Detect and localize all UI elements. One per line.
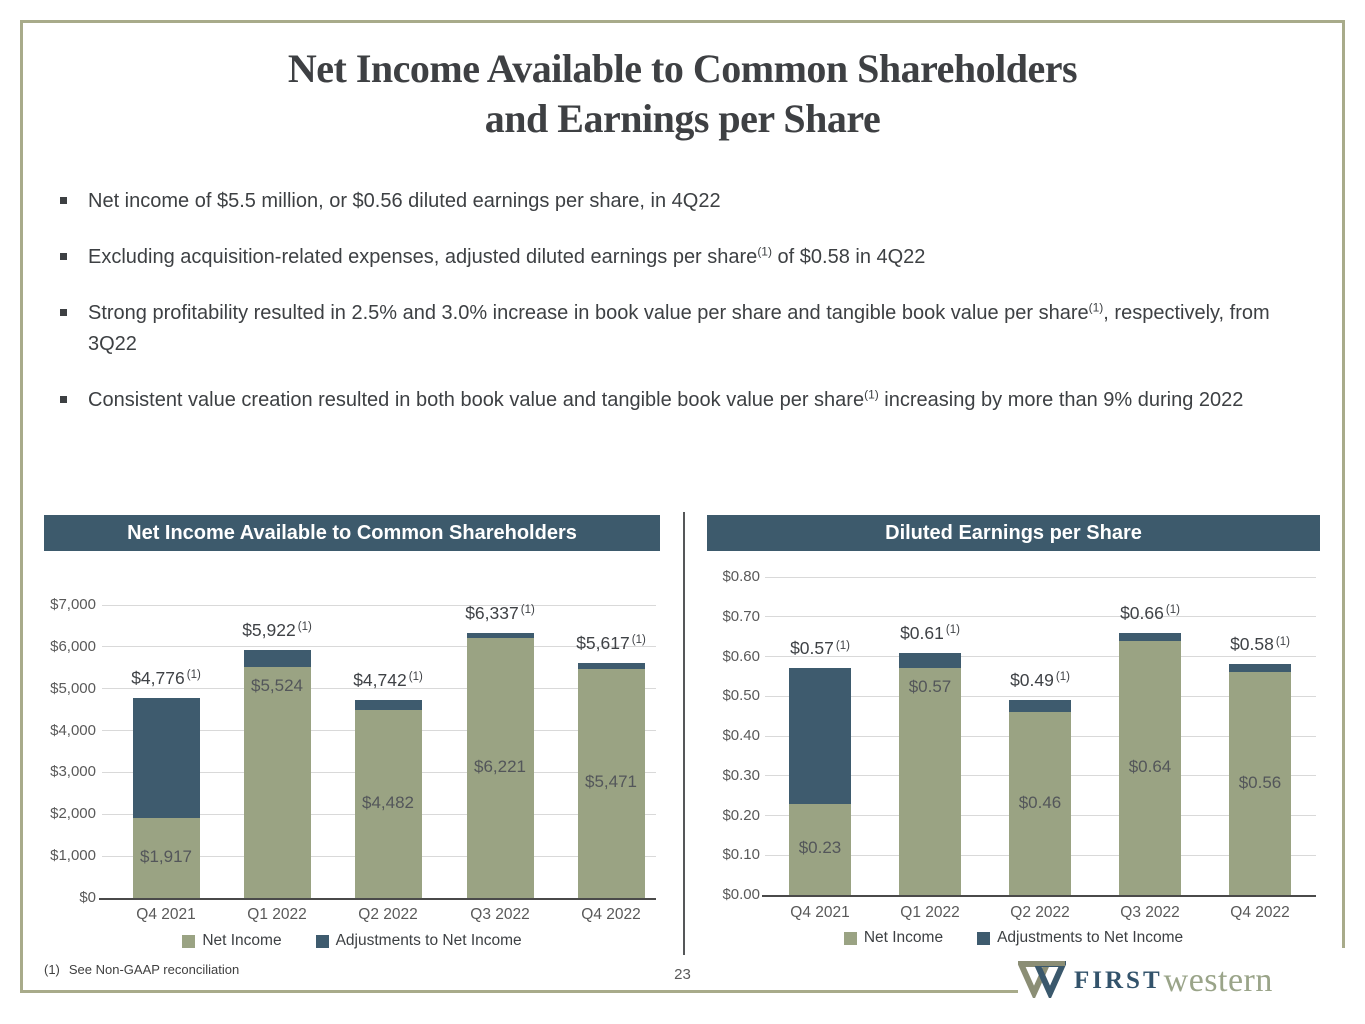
bar-total-label bbox=[970, 670, 1110, 691]
footnote-reference: (1) bbox=[186, 669, 201, 682]
bullet-item bbox=[58, 186, 1310, 217]
bar-segment-label: $0.57 bbox=[908, 677, 952, 697]
gridline bbox=[765, 577, 1316, 578]
bar-segment-label: $0.46 bbox=[1018, 792, 1062, 812]
chart-legend bbox=[44, 932, 660, 950]
x-category-label: Q1 2022 bbox=[900, 904, 960, 921]
x-category-label: Q1 2022 bbox=[247, 906, 307, 923]
y-tick-label: $1,000 bbox=[50, 847, 96, 865]
footnote-reference: (1) bbox=[945, 623, 960, 636]
y-tick-label: $0.70 bbox=[722, 607, 760, 625]
x-category-label: Q3 2022 bbox=[470, 906, 530, 923]
bar-total-value: $5,922 bbox=[242, 620, 296, 641]
legend-swatch-icon bbox=[844, 932, 857, 945]
y-tick-label: $0.40 bbox=[722, 727, 760, 744]
logo-text-first: FIRST bbox=[1074, 967, 1163, 994]
y-tick-label: $0.00 bbox=[722, 886, 760, 903]
y-tick-label: $5,000 bbox=[50, 679, 96, 697]
footnote-reference: (1) bbox=[835, 639, 850, 652]
diluted-eps-chart-title: Diluted Earnings per Share bbox=[707, 515, 1320, 551]
legend-label: Net Income bbox=[202, 932, 282, 949]
page-title bbox=[0, 44, 1365, 144]
x-category-label: Q2 2022 bbox=[358, 906, 418, 923]
footnote-reference: (1) bbox=[1088, 300, 1104, 315]
bar-total-label bbox=[430, 603, 570, 624]
bar-total-value: $5,617 bbox=[576, 632, 630, 653]
x-category-label: Q4 2022 bbox=[1230, 904, 1290, 921]
bar-segment-label: $6,221 bbox=[474, 756, 526, 776]
bar-segment-label: $4,482 bbox=[362, 793, 414, 813]
bullet-square-icon bbox=[60, 253, 67, 260]
net-income-chart-title: Net Income Available to Common Shareholders bbox=[44, 515, 660, 551]
footnote-reference: (1) bbox=[408, 670, 423, 683]
bullet-item bbox=[58, 298, 1310, 360]
bullet-square-icon bbox=[60, 396, 67, 403]
legend-label: Adjustments to Net Income bbox=[997, 929, 1184, 946]
bullet-square-icon bbox=[60, 309, 67, 316]
y-tick-label: $6,000 bbox=[50, 637, 96, 655]
bar-segment-adjustments bbox=[1229, 664, 1291, 672]
first-western-logo bbox=[1018, 948, 1358, 1014]
page-title-line1: Net Income Available to Common Shareholders bbox=[287, 46, 1078, 91]
x-category-label: Q4 2022 bbox=[581, 906, 641, 923]
y-tick-label: $0 bbox=[79, 889, 96, 906]
bullet-item bbox=[58, 242, 1310, 273]
page-title-line2: and Earnings per Share bbox=[484, 96, 881, 141]
bar-segment-label: $0.64 bbox=[1128, 756, 1172, 776]
bar-total-value: $0.58 bbox=[1230, 634, 1274, 655]
legend-swatch-icon bbox=[316, 935, 329, 948]
legend-swatch-icon bbox=[977, 932, 990, 945]
y-tick-label: $4,000 bbox=[50, 721, 96, 739]
gridline bbox=[102, 605, 656, 606]
legend-swatch-icon bbox=[182, 935, 195, 948]
footnote-reference: (1) bbox=[297, 621, 312, 634]
y-tick-label: $7,000 bbox=[50, 596, 96, 613]
y-tick-label: $2,000 bbox=[50, 805, 96, 823]
y-tick-label: $0.50 bbox=[722, 687, 760, 705]
chart-legend bbox=[707, 929, 1320, 947]
bar-total-value: $0.66 bbox=[1120, 602, 1164, 623]
bar-total-label bbox=[1190, 634, 1330, 655]
x-axis-line bbox=[762, 895, 1316, 897]
bar-segment-label: $1,917 bbox=[140, 846, 192, 866]
bar-total-label bbox=[1080, 603, 1220, 624]
footnote-reference: (1) bbox=[631, 634, 646, 647]
logo-text-western: western bbox=[1163, 962, 1273, 999]
bar-segment-adjustments bbox=[899, 653, 961, 669]
bullet-text: Consistent value creation resulted in both book value and tangible book value per share bbox=[88, 389, 865, 411]
bar-total-label bbox=[541, 633, 681, 654]
bar-total-value: $4,776 bbox=[131, 668, 185, 689]
bullet-text: of $0.58 in 4Q22 bbox=[771, 246, 926, 268]
footnote-text: See Non-GAAP reconciliation bbox=[68, 962, 240, 977]
y-tick-label: $3,000 bbox=[50, 763, 96, 781]
x-category-label: Q4 2021 bbox=[136, 906, 196, 923]
footnote-reference: (1) bbox=[864, 387, 879, 402]
chart-divider bbox=[683, 512, 685, 955]
x-category-label: Q2 2022 bbox=[1010, 904, 1070, 921]
bullet-list bbox=[58, 186, 1310, 441]
bullet-text: Net income of $5.5 million, or $0.56 diluted earnings per share, in 4Q22 bbox=[88, 190, 721, 212]
footnote-reference: (1) bbox=[1165, 603, 1180, 616]
legend-label: Adjustments to Net Income bbox=[335, 932, 522, 949]
page-number: 23 bbox=[674, 966, 691, 983]
diluted-eps-chart bbox=[707, 515, 1320, 965]
bar-segment-adjustments bbox=[133, 698, 200, 818]
bar-segment-label: $5,524 bbox=[251, 675, 303, 695]
legend-item bbox=[316, 932, 522, 950]
bullet-square-icon bbox=[60, 197, 67, 204]
bar-segment-label: $0.56 bbox=[1238, 772, 1282, 792]
bar-segment-net-income bbox=[244, 667, 311, 898]
bullet-item bbox=[58, 385, 1310, 416]
bar-total-label bbox=[860, 623, 1000, 644]
gridline bbox=[765, 616, 1316, 617]
bar-segment-adjustments bbox=[355, 700, 422, 711]
x-category-label: Q3 2022 bbox=[1120, 904, 1180, 921]
y-tick-label: $0.30 bbox=[722, 766, 760, 784]
footnote-reference: (1) bbox=[757, 244, 772, 259]
bar-segment-adjustments bbox=[244, 650, 311, 667]
y-tick-label: $0.80 bbox=[722, 568, 760, 585]
legend-item bbox=[977, 929, 1183, 947]
bar-total-value: $0.57 bbox=[790, 638, 834, 659]
y-tick-label: $0.60 bbox=[722, 647, 760, 665]
bar-segment-label: $5,471 bbox=[585, 772, 637, 792]
footnote-marker: (1) bbox=[44, 962, 60, 977]
bar-total-label bbox=[318, 670, 458, 691]
bar-segment-label: $0.23 bbox=[798, 838, 842, 858]
bar-segment-adjustments bbox=[1119, 633, 1181, 641]
x-axis-line bbox=[99, 898, 656, 900]
bullet-text: increasing by more than 9% during 2022 bbox=[878, 389, 1244, 411]
footnote-reference: (1) bbox=[1055, 671, 1070, 684]
y-tick-label: $0.20 bbox=[722, 806, 760, 824]
bullet-text: , respectively, from 3Q22 bbox=[88, 302, 1270, 355]
net-income-chart bbox=[44, 515, 660, 965]
bar-total-value: $6,337 bbox=[465, 602, 519, 623]
bullet-text: Excluding acquisition-related expenses, adjusted diluted earnings per share bbox=[88, 246, 758, 268]
bar-segment-adjustments bbox=[1009, 700, 1071, 712]
bar-total-value: $4,742 bbox=[353, 669, 407, 690]
footnote-reference: (1) bbox=[1275, 635, 1290, 648]
bar-segment-adjustments bbox=[789, 668, 851, 803]
bar-total-label bbox=[96, 668, 236, 689]
legend-item bbox=[844, 929, 943, 947]
legend-label: Net Income bbox=[863, 929, 944, 946]
y-tick-label: $0.10 bbox=[722, 846, 760, 864]
x-category-label: Q4 2021 bbox=[790, 904, 850, 921]
legend-item bbox=[182, 932, 281, 950]
first-western-logo-icon bbox=[1018, 960, 1066, 1003]
bullet-text: Strong profitability resulted in 2.5% and 3.0% increase in book value per share and tangible book value per share bbox=[88, 302, 1089, 324]
bar-segment-net-income bbox=[899, 668, 961, 895]
footnote-reference: (1) bbox=[520, 603, 535, 616]
bar-total-value: $0.49 bbox=[1010, 670, 1054, 691]
bar-total-value: $0.61 bbox=[900, 622, 944, 643]
bar-total-label bbox=[207, 620, 347, 641]
